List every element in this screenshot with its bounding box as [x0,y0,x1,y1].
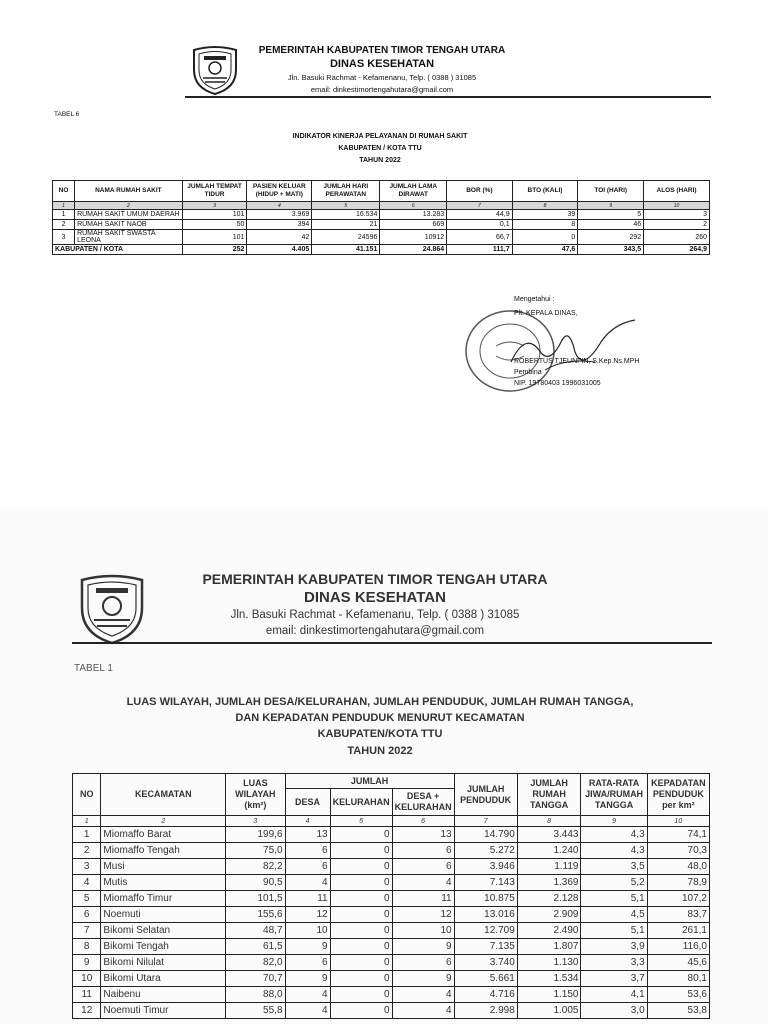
cell: 4,5 [581,907,647,923]
cell: 10 [73,971,101,987]
cell: 3,7 [581,971,647,987]
district-emblem-icon [76,572,148,646]
cell: 46 [578,220,644,230]
hospital-indicator-table [52,180,710,255]
cell: 2.490 [517,923,581,939]
cell: 0 [330,939,392,955]
table-row [53,220,710,230]
cell: 3,5 [581,859,647,875]
cell: 1.150 [517,987,581,1003]
table-row [73,875,710,891]
cell: 78,9 [647,875,709,891]
agency-name: DINAS KESEHATAN [304,589,446,606]
cell: 24596 [312,230,380,245]
col-header: TOI (HARI) [578,181,644,202]
cell: 4,3 [581,827,647,843]
cell: 260 [644,230,710,245]
cell: RUMAH SAKIT NAOB [75,220,183,230]
email: email: dinkestimortengahutara@gmail.com [310,85,454,94]
col-number: 1 [53,202,75,210]
cell: Naibenu [101,987,226,1003]
cell: 9 [392,971,454,987]
cell: 6 [285,843,330,859]
cell: 3.969 [247,210,312,220]
cell: 111,7 [447,245,512,255]
cell: 3 [644,210,710,220]
col-number: 9 [581,816,647,827]
cell: 9 [285,971,330,987]
cell: 11 [73,987,101,1003]
cell: 4 [285,987,330,1003]
col-header: JUMLAH LAMA DIRAWAT [380,181,447,202]
sig-title: Plt. KEPALA DINAS, [514,310,578,317]
cell: 39 [512,210,578,220]
cell: 1.369 [517,875,581,891]
cell: 3,9 [581,939,647,955]
cell: 13 [392,827,454,843]
col-header: RATA-RATA JIWA/RUMAH TANGGA [581,774,647,816]
cell: 53,6 [647,987,709,1003]
col-header: JUMLAH HARI PERAWATAN [312,181,380,202]
report-year: TAHUN 2022 [347,745,413,757]
cell: 5.661 [454,971,517,987]
cell: 1.130 [517,955,581,971]
col-header: DESA + KELURAHAN [392,789,454,816]
cell: 10912 [380,230,447,245]
cell: 88,0 [226,987,285,1003]
cell: 6 [285,955,330,971]
cell: 2.998 [454,1003,517,1019]
col-header: JUMLAH TEMPAT TIDUR [182,181,247,202]
col-header: NAMA RUMAH SAKIT [75,181,183,202]
cell: 3 [73,859,101,875]
cell: 1.005 [517,1003,581,1019]
col-number: 5 [330,816,392,827]
cell: 0 [330,907,392,923]
cell: 343,5 [578,245,644,255]
cell: 0 [330,1003,392,1019]
cell: 11 [392,891,454,907]
cell: 101 [182,230,247,245]
cell: 2.128 [517,891,581,907]
cell: 13.016 [454,907,517,923]
cell: 8 [73,939,101,955]
cell: 5 [578,210,644,220]
cell: 0 [330,827,392,843]
table-row [73,907,710,923]
email: email: dinkestimortengahutara@gmail.com [265,625,485,637]
cell: 90,5 [226,875,285,891]
cell: 0 [330,859,392,875]
cell: 41.151 [312,245,380,255]
table-row [53,230,710,245]
report-subtitle: DAN KEPADATAN PENDUDUK MENURUT KECAMATAN [235,712,525,724]
col-number: 7 [447,202,512,210]
cell: 61,5 [226,939,285,955]
cell: RUMAH SAKIT UMUM DAERAH [75,210,183,220]
table-row [73,1003,710,1019]
cell: 48,7 [226,923,285,939]
cell: 47,6 [512,245,578,255]
cell: 5,2 [581,875,647,891]
cell: 12 [392,907,454,923]
table-row [73,859,710,875]
col-header: ALOS (HARI) [644,181,710,202]
cell: 4,3 [581,843,647,859]
cell: 11 [285,891,330,907]
table-row [73,923,710,939]
col-number: 10 [644,202,710,210]
cell: 4 [285,1003,330,1019]
agency-name: DINAS KESEHATAN [329,58,435,70]
cell: 0 [330,875,392,891]
cell: 199,6 [226,827,285,843]
cell: Miomaffo Barat [101,827,226,843]
sig-known: Mengetahui : [514,296,555,303]
table-row [73,955,710,971]
col-header: JUMLAH PENDUDUK [454,774,517,816]
cell: 107,2 [647,891,709,907]
table-row [73,939,710,955]
report-title: LUAS WILAYAH, JUMLAH DESA/KELURAHAN, JUMLAH PENDUDUK, JUMLAH RUMAH TANGGA, [126,696,634,708]
cell: 2 [644,220,710,230]
cell: 264,9 [644,245,710,255]
table-label: TABEL 6 [54,111,80,118]
col-header: BOR (%) [447,181,512,202]
report-year: TAHUN 2022 [359,157,401,164]
table-row [73,971,710,987]
cell: 101 [182,210,247,220]
cell: 0 [330,843,392,859]
col-number: 3 [182,202,247,210]
cell: 24.864 [380,245,447,255]
cell: 6 [73,907,101,923]
table-row [73,987,710,1003]
cell: 42 [247,230,312,245]
address: Jln. Basuki Rachmat - Kefamenanu, Telp. ( 0388 ) 31085 [230,609,520,621]
table-row [73,891,710,907]
cell: 75,0 [226,843,285,859]
col-number: 2 [75,202,183,210]
cell: 6 [392,843,454,859]
cell: Miomaffo Tengah [101,843,226,859]
cell: Noemuti Timur [101,1003,226,1019]
cell: 252 [182,245,247,255]
col-number: 6 [392,816,454,827]
cell: 55,8 [226,1003,285,1019]
col-header: JUMLAH [285,774,454,789]
cell: 1.240 [517,843,581,859]
cell: 0 [512,230,578,245]
col-number: 5 [312,202,380,210]
col-number: 3 [226,816,285,827]
district-emblem-icon [190,44,240,96]
col-header: KECAMATAN [101,774,226,816]
col-number: 10 [647,816,709,827]
cell: 155,6 [226,907,285,923]
col-header: PASIEN KELUAR (HIDUP + MATI) [247,181,312,202]
cell: 5.272 [454,843,517,859]
cell: Miomaffo Timur [101,891,226,907]
cell: 4 [73,875,101,891]
cell: Noemuti [101,907,226,923]
cell: 4.405 [247,245,312,255]
cell: Bikomi Utara [101,971,226,987]
table-row [73,827,710,843]
cell: 7 [73,923,101,939]
column-number-row [73,816,710,827]
cell: 669 [380,220,447,230]
cell: 261,1 [647,923,709,939]
col-number: 7 [454,816,517,827]
cell: 1.119 [517,859,581,875]
cell: 0,1 [447,220,512,230]
address: Jln. Basuki Rachmat - Kefamenanu, Telp. ( 0388 ) 31085 [287,73,477,82]
cell: 0 [330,955,392,971]
cell: 4 [285,875,330,891]
cell: 5,1 [581,923,647,939]
report-title: INDIKATOR KINERJA PELAYANAN DI RUMAH SAKIT [292,133,468,140]
cell: 83,7 [647,907,709,923]
col-number: 2 [101,816,226,827]
cell: Bikomi Tengah [101,939,226,955]
cell: Bikomi Selatan [101,923,226,939]
cell: 8 [512,220,578,230]
cell: 9 [392,939,454,955]
sig-rank: Pembina [514,369,542,376]
cell: 74,1 [647,827,709,843]
cell: RUMAH SAKIT SWASTA LEONA [75,230,183,245]
cell: 4 [392,1003,454,1019]
col-number: 8 [517,816,581,827]
cell: 6 [392,955,454,971]
cell: 0 [330,891,392,907]
cell: 12 [285,907,330,923]
col-header: DESA [285,789,330,816]
gov-name: PEMERINTAH KABUPATEN TIMOR TENGAH UTARA [258,45,506,56]
cell: 45,6 [647,955,709,971]
cell: 7.135 [454,939,517,955]
cell: 13 [285,827,330,843]
cell: 3.443 [517,827,581,843]
col-header: BTO (KALI) [512,181,578,202]
cell: 5,1 [581,891,647,907]
cell: 292 [578,230,644,245]
cell: 2.909 [517,907,581,923]
col-number: 1 [73,816,101,827]
cell: 0 [330,971,392,987]
table-row [73,843,710,859]
cell: 10 [285,923,330,939]
cell: 14.790 [454,827,517,843]
cell: 70,3 [647,843,709,859]
header-rule [185,96,711,98]
page-gap [0,500,768,508]
sig-name: ROBERTUS TJEUNFIN, S.Kep.Ns.MPH [514,358,640,365]
cell: 3.946 [454,859,517,875]
report-region: KABUPATEN/KOTA TTU [317,728,443,740]
cell: 53,8 [647,1003,709,1019]
column-number-row [53,202,710,210]
col-number: 4 [247,202,312,210]
cell: KABUPATEN / KOTA [53,245,183,255]
cell: 48,0 [647,859,709,875]
cell: 12.709 [454,923,517,939]
col-header: KEPADATAN PENDUDUK per km² [647,774,709,816]
cell: 21 [312,220,380,230]
cell: 50 [182,220,247,230]
page-tabel-6 [0,0,768,500]
sig-nip: NIP. 19780403 1996031005 [514,380,601,387]
cell: 6 [285,859,330,875]
total-row [53,245,710,255]
cell: 6 [392,859,454,875]
cell: 9 [73,955,101,971]
cell: 1 [73,827,101,843]
cell: 2 [53,220,75,230]
cell: 0 [330,923,392,939]
cell: 9 [285,939,330,955]
col-number: 4 [285,816,330,827]
cell: 16.534 [312,210,380,220]
cell: 3,3 [581,955,647,971]
cell: 4 [392,987,454,1003]
cell: 2 [73,843,101,859]
cell: 82,2 [226,859,285,875]
col-header: NO [53,181,75,202]
col-header: KELURAHAN [330,789,392,816]
col-number: 8 [512,202,578,210]
cell: 70,7 [226,971,285,987]
cell: Mutis [101,875,226,891]
cell: 3 [53,230,75,245]
cell: 1 [53,210,75,220]
col-header: LUAS WILAYAH (km²) [226,774,285,816]
report-subtitle: KABUPATEN / KOTA TTU [338,145,422,152]
cell: 80,1 [647,971,709,987]
cell: 3.740 [454,955,517,971]
cell: 13.283 [380,210,447,220]
col-header: NO [73,774,101,816]
cell: 116,0 [647,939,709,955]
gov-name: PEMERINTAH KABUPATEN TIMOR TENGAH UTARA [202,571,548,587]
cell: 0 [330,987,392,1003]
cell: 10 [392,923,454,939]
cell: 394 [247,220,312,230]
cell: Musi [101,859,226,875]
cell: 101,5 [226,891,285,907]
col-header: JUMLAH RUMAH TANGGA [517,774,581,816]
cell: 12 [73,1003,101,1019]
col-number: 6 [380,202,447,210]
cell: 44,9 [447,210,512,220]
header-rule [72,642,712,644]
cell: 1.807 [517,939,581,955]
cell: 4,1 [581,987,647,1003]
table-label: TABEL 1 [74,663,113,674]
table-row [53,210,710,220]
cell: 3,0 [581,1003,647,1019]
cell: 66,7 [447,230,512,245]
cell: 82,0 [226,955,285,971]
cell: 4.716 [454,987,517,1003]
cell: 10.875 [454,891,517,907]
district-population-table [72,773,710,1019]
cell: Bikomi Nilulat [101,955,226,971]
cell: 7.143 [454,875,517,891]
col-number: 9 [578,202,644,210]
cell: 1.534 [517,971,581,987]
cell: 4 [392,875,454,891]
cell: 5 [73,891,101,907]
